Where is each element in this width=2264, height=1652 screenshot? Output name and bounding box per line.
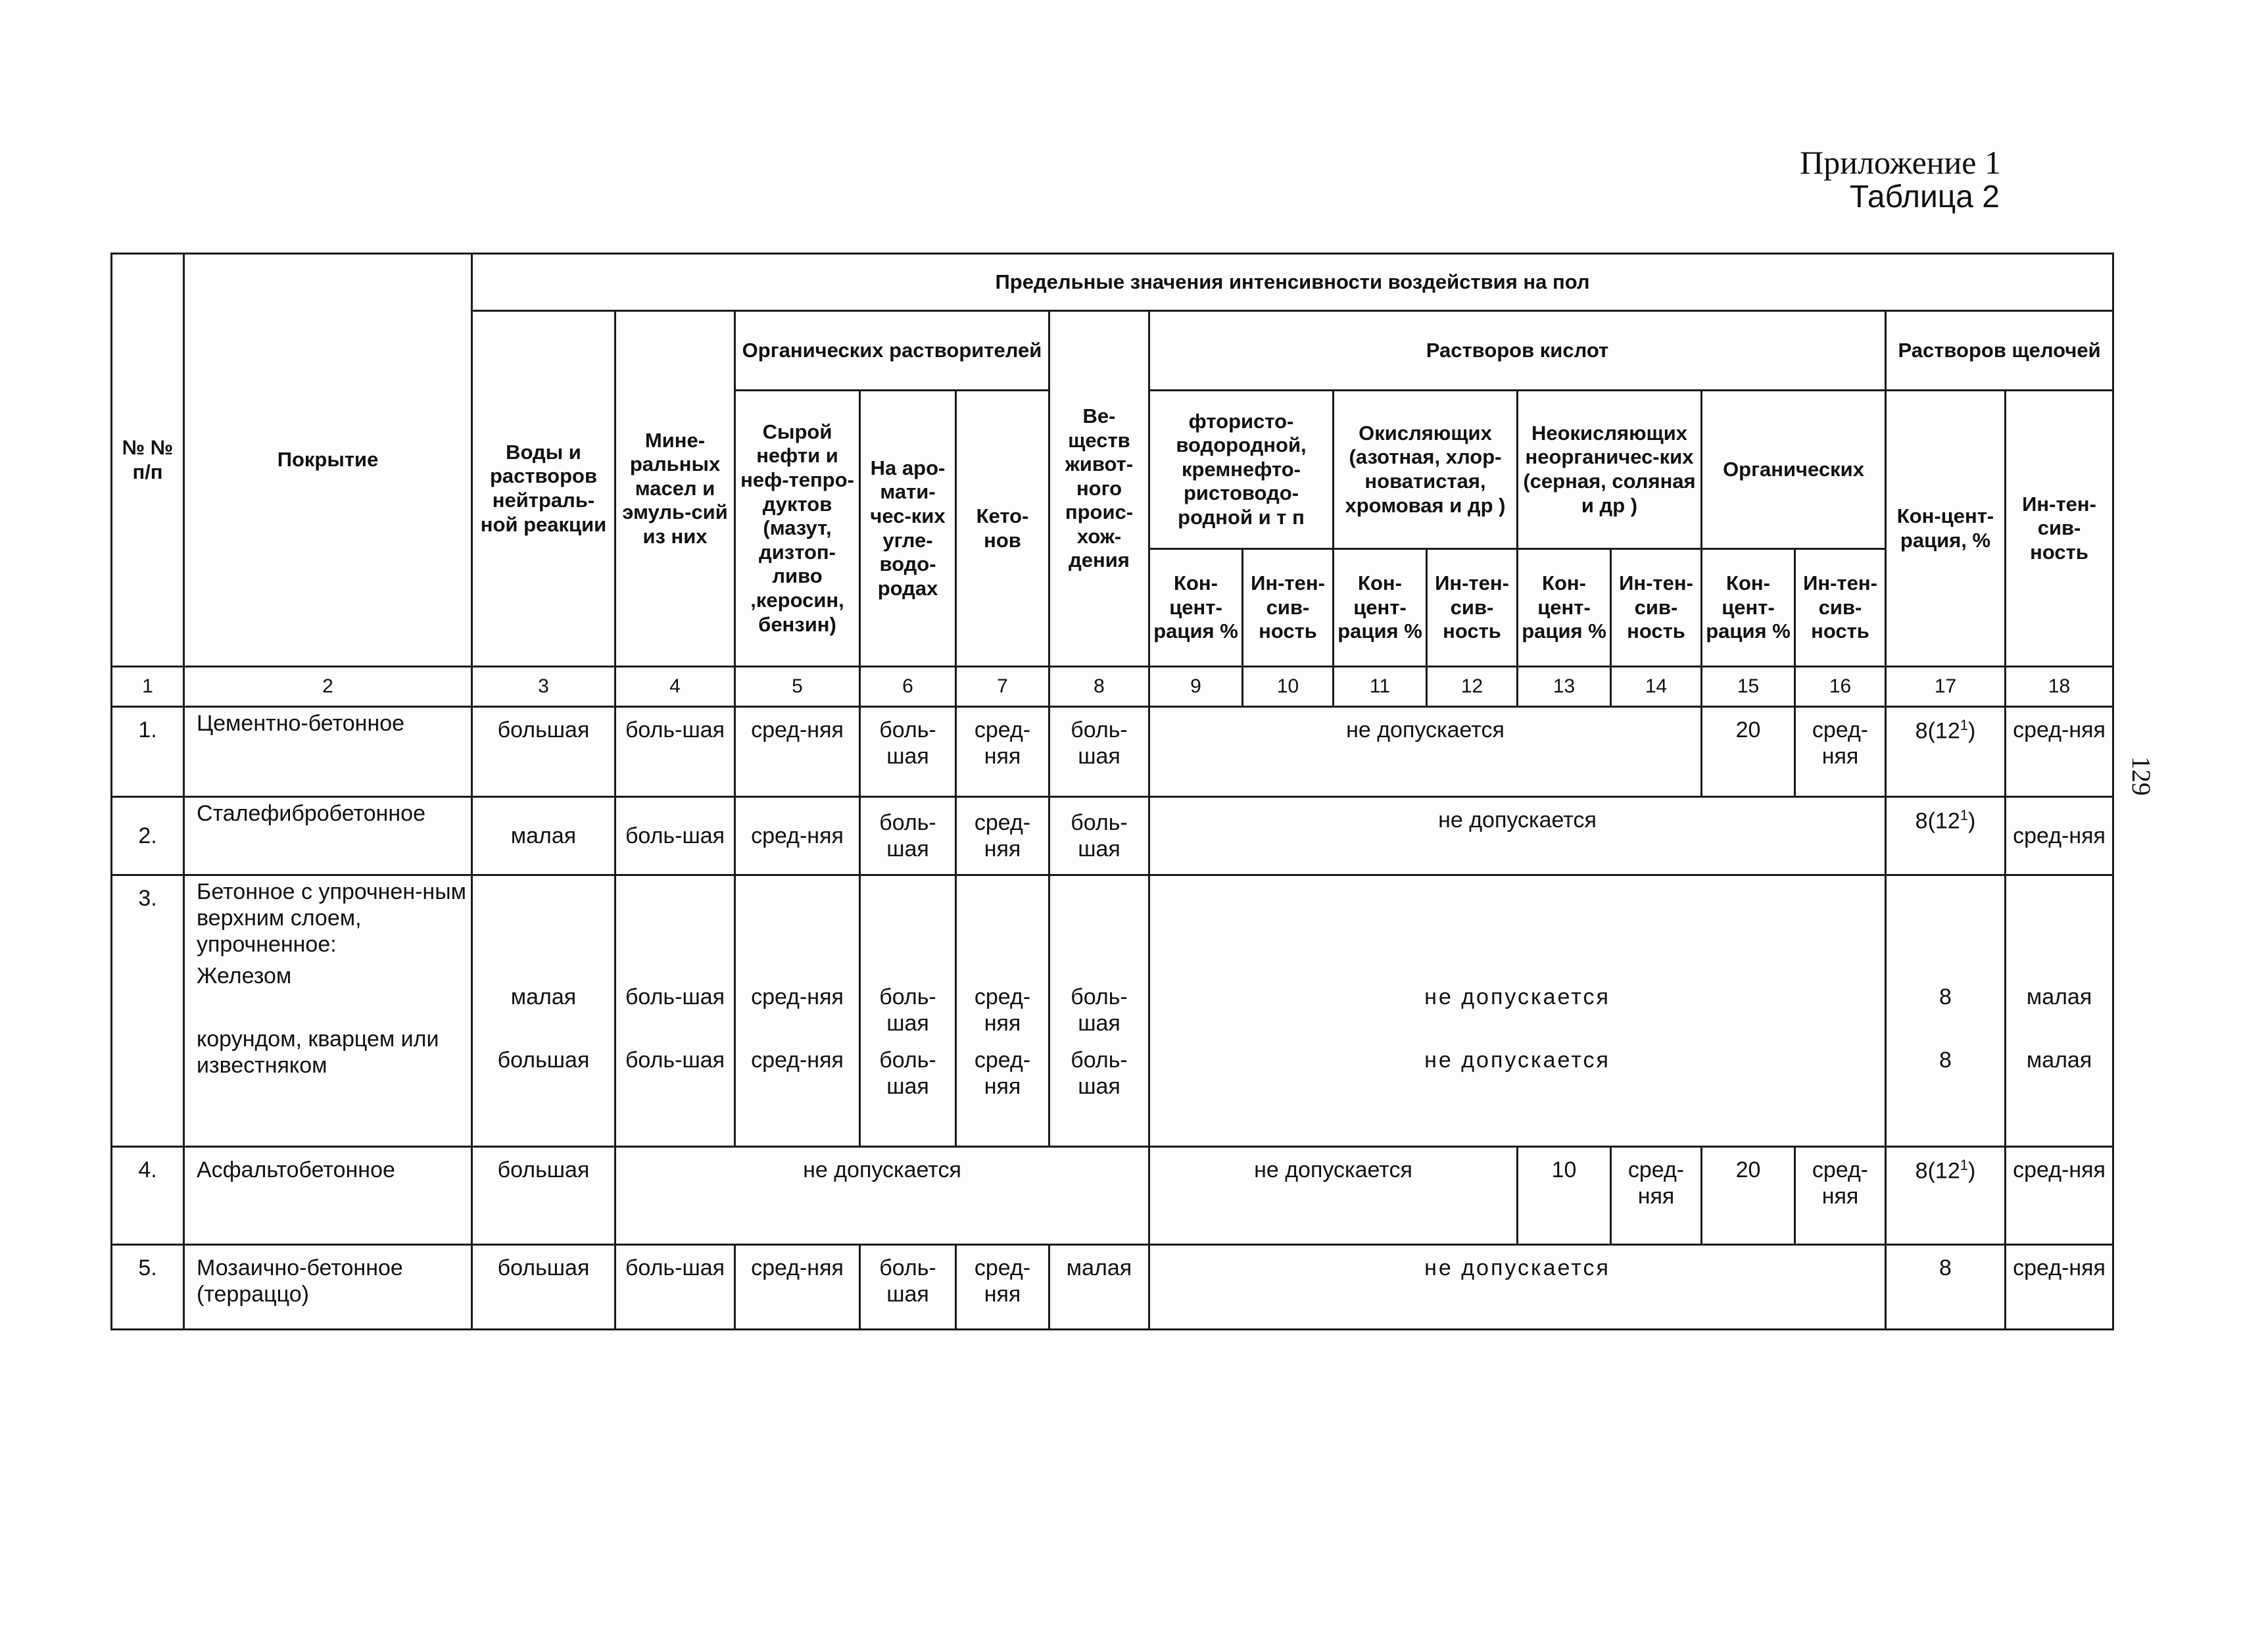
coating-name: Цементно-бетонное <box>184 707 472 797</box>
coating-name: Асфальтобетонное <box>184 1147 472 1245</box>
header-water: Воды и растворов нейтраль-ной реакции <box>472 311 615 667</box>
column-number: 13 <box>1518 667 1611 707</box>
cell-water: большая <box>472 1245 615 1330</box>
header-non-oxidizing: Неокисляющих неорганичес-ких (серная, соляная и др ) <box>1518 391 1702 549</box>
cell-acids-merged: не допускается <box>1149 707 1702 797</box>
cell-acids-merged: не допускается <box>1149 1147 1518 1245</box>
column-number: 4 <box>615 667 735 707</box>
column-number: 9 <box>1149 667 1243 707</box>
cell-acids-merged: не допускается <box>1149 1245 1886 1330</box>
column-number: 3 <box>472 667 615 707</box>
table-row <box>112 875 2113 1147</box>
page-number: 129 <box>2127 756 2156 796</box>
row-number: 2. <box>112 797 184 875</box>
header-alkali-solutions: Растворов щелочей <box>1886 311 2113 391</box>
cell-ketones: сред-няя сред-няя <box>956 875 1049 1147</box>
column-number: 8 <box>1049 667 1149 707</box>
cell-org-conc: 20 <box>1702 707 1795 797</box>
header-intensity: Ин-тен-сив-ность <box>1243 549 1334 667</box>
column-number: 6 <box>860 667 956 707</box>
coating-sub-corundum: корундом, кварцем или известняком <box>197 1027 439 1079</box>
coating-heading: Бетонное с упрочнен-ным верхним слоем, упрочненное: <box>197 879 467 958</box>
cell-aromatic: боль-шая <box>860 707 956 797</box>
column-number: 7 <box>956 667 1049 707</box>
cell-mineral: боль-шая боль-шая <box>615 875 735 1147</box>
table-row <box>112 707 2113 797</box>
header-organic-acids: Органических <box>1702 391 1886 549</box>
column-number: 5 <box>735 667 860 707</box>
row-number: 4. <box>112 1147 184 1245</box>
cell-alk-int: сред-няя <box>2006 707 2113 797</box>
cell-water: малая большая <box>472 875 615 1147</box>
cell-water: большая <box>472 1147 615 1245</box>
cell-org-int: сред-няя <box>1795 707 1886 797</box>
cell-water: большая <box>472 707 615 797</box>
header-concentration: Кон-цент-рация % <box>1149 549 1243 667</box>
table-row <box>112 797 2113 875</box>
cell-mineral: боль-шая <box>615 797 735 875</box>
header-intensity: Ин-тен-сив-ность <box>1427 549 1518 667</box>
cell-ketones: сред-няя <box>956 797 1049 875</box>
cell-alk-int: сред-няя <box>2006 797 2113 875</box>
header-hydrofluoric: фтористо-водородной, кремнефто-ристоводо-родной и т п <box>1149 391 1334 549</box>
cell-animal: боль-шая <box>1049 797 1149 875</box>
cell-org-int: сред-няя <box>1795 1147 1886 1245</box>
cell-aromatic: боль-шая боль-шая <box>860 875 956 1147</box>
column-number: 2 <box>184 667 472 707</box>
row-number: 5. <box>112 1245 184 1330</box>
header-crude-oil: Сырой нефти и неф-тепро-дуктов (мазут, дизтоп-ливо ,керосин, бензин) <box>735 391 860 667</box>
header-animal-substances: Ве-ществ живот-ного проис-хож-дения <box>1049 311 1149 667</box>
header-concentration: Кон-цент-рация % <box>1334 549 1427 667</box>
cell-ketones: сред-няя <box>956 1245 1049 1330</box>
column-number: 15 <box>1702 667 1795 707</box>
cell-alk-conc: 8 8 <box>1886 875 2006 1147</box>
cell-aromatic: боль-шая <box>860 1245 956 1330</box>
cell-animal: малая <box>1049 1245 1149 1330</box>
cell-alk-conc: 8 <box>1886 1245 2006 1330</box>
cell-alk-conc: $8(12^1)$ <box>1886 797 2006 875</box>
cell-acids-merged: не допускается <box>1149 797 1886 875</box>
header-acid-solutions: Растворов кислот <box>1149 311 1886 391</box>
coating-sub-iron: Железом <box>197 963 292 989</box>
cell-nonox-conc: 10 <box>1518 1147 1611 1245</box>
header-ketones: Кето-нов <box>956 391 1049 667</box>
cell-mineral: боль-шая <box>615 707 735 797</box>
coating-name: Сталефибробетонное <box>184 797 472 875</box>
header-aromatic: На аро-мати-чес-ких угле-водо-родах <box>860 391 956 667</box>
cell-alk-conc: $8(12^1)$ <box>1886 1147 2006 1245</box>
cell-water: малая <box>472 797 615 875</box>
table-row <box>112 1245 2113 1330</box>
cell-alk-int: сред-няя <box>2006 1147 2113 1245</box>
cell-nonox-int: сред-няя <box>1611 1147 1702 1245</box>
header-concentration: Кон-цент-рация % <box>1518 549 1611 667</box>
cell-solvents-merged: не допускается <box>615 1147 1149 1245</box>
appendix-label: Приложение 1 <box>1800 144 2001 181</box>
column-number: 11 <box>1334 667 1427 707</box>
cell-alk-int: сред-няя <box>2006 1245 2113 1330</box>
column-number: 12 <box>1427 667 1518 707</box>
cell-mineral: боль-шая <box>615 1245 735 1330</box>
table-row <box>112 1147 2113 1245</box>
coating-name: Мозаично-бетонное (терраццо) <box>184 1245 472 1330</box>
header-intensity: Ин-тен-сив-ность <box>1795 549 1886 667</box>
row-number: 1. <box>112 707 184 797</box>
cell-crude: сред-няя <box>735 797 860 875</box>
cell-alk-int: малая малая <box>2006 875 2113 1147</box>
column-number: 16 <box>1795 667 1886 707</box>
flooring-resistance-table <box>110 253 2114 1330</box>
header-oxidizing: Окисляющих (азотная, хлор-новатистая, хромовая и др ) <box>1334 391 1518 549</box>
header-organic-solvents: Органических растворителей <box>735 311 1049 391</box>
cell-crude: сред-няя <box>735 707 860 797</box>
column-number: 10 <box>1243 667 1334 707</box>
header-alkali-concentration: Кон-цент-рация, % <box>1886 391 2006 667</box>
coating-name <box>184 875 472 1147</box>
column-number: 1 <box>112 667 184 707</box>
column-number: 14 <box>1611 667 1702 707</box>
header-mineral-oils: Мине-ральных масел и эмуль-сий из них <box>615 311 735 667</box>
cell-alk-conc: $8(12^1)$ <box>1886 707 2006 797</box>
cell-org-conc: 20 <box>1702 1147 1795 1245</box>
header-alkali-intensity: Ин-тен-сив-ность <box>2006 391 2113 667</box>
header-coating: Покрытие <box>184 254 472 667</box>
header-num: № № п/п <box>112 254 184 667</box>
cell-animal: боль-шая <box>1049 707 1149 797</box>
cell-acids-merged: не допускается не допускается <box>1149 875 1886 1147</box>
column-number: 18 <box>2006 667 2113 707</box>
cell-aromatic: боль-шая <box>860 797 956 875</box>
cell-crude: сред-няя сред-няя <box>735 875 860 1147</box>
column-number: 17 <box>1886 667 2006 707</box>
table-number: Таблица 2 <box>1849 180 2000 214</box>
header-limit-values: Предельные значения интенсивности воздействия на пол <box>472 254 2113 311</box>
row-number: 3. <box>112 875 184 1147</box>
cell-animal: боль-шая боль-шая <box>1049 875 1149 1147</box>
cell-ketones: сред-няя <box>956 707 1049 797</box>
cell-crude: сред-няя <box>735 1245 860 1330</box>
header-concentration: Кон-цент-рация % <box>1702 549 1795 667</box>
header-intensity: Ин-тен-сив-ность <box>1611 549 1702 667</box>
